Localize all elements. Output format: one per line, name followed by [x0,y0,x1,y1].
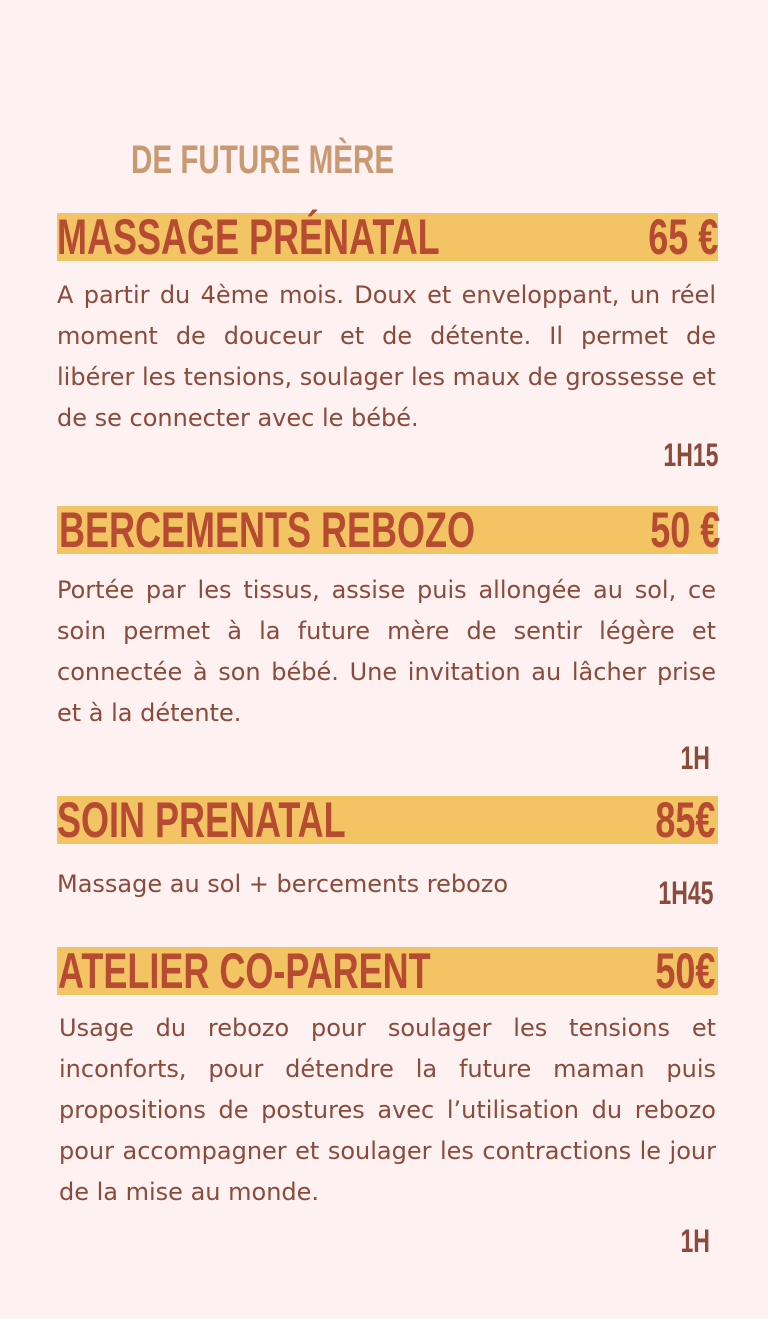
service-description: Usage du rebozo pour soulager les tensions et inconforts, pour détendre la future maman puis propositions de postures avec l’utilisation du rebozo pour accompagner et soulager les contractions le jour de la mise au monde. [59,1014,716,1206]
service-price: 50€ [654,943,715,999]
service-name: BERCEMENTS REBOZO [59,502,476,558]
service-description: A partir du 4ème mois. Doux et enveloppant, un réel moment de douceur et de détente. Il permet de libérer les tensions, soulager les maux de grossesse et de se connecter avec le bébé. [57,281,716,432]
service-duration: 1H [680,740,710,776]
service-duration: 1H15 [662,437,718,473]
section-title: DE FUTURE MÈRE [131,138,395,182]
service-name: SOIN PRENATAL [57,792,346,848]
service-price: 85€ [654,792,715,848]
service-name: ATELIER CO-PARENT [58,943,431,999]
service-name: MASSAGE PRÉNATAL [57,209,440,265]
service-description: Portée par les tissus, assise puis allongée au sol, ce soin permet à la future mère de sentir légère et connectée à son bébé. Une invitation au lâcher prise et à la détente. [57,576,716,727]
service-duration: 1H [680,1223,710,1259]
service-duration: 1H45 [657,875,713,911]
service-price: 65 € [647,209,718,265]
service-price: 50 € [649,502,720,558]
service-description: Massage au sol + bercements rebozo [57,870,509,898]
